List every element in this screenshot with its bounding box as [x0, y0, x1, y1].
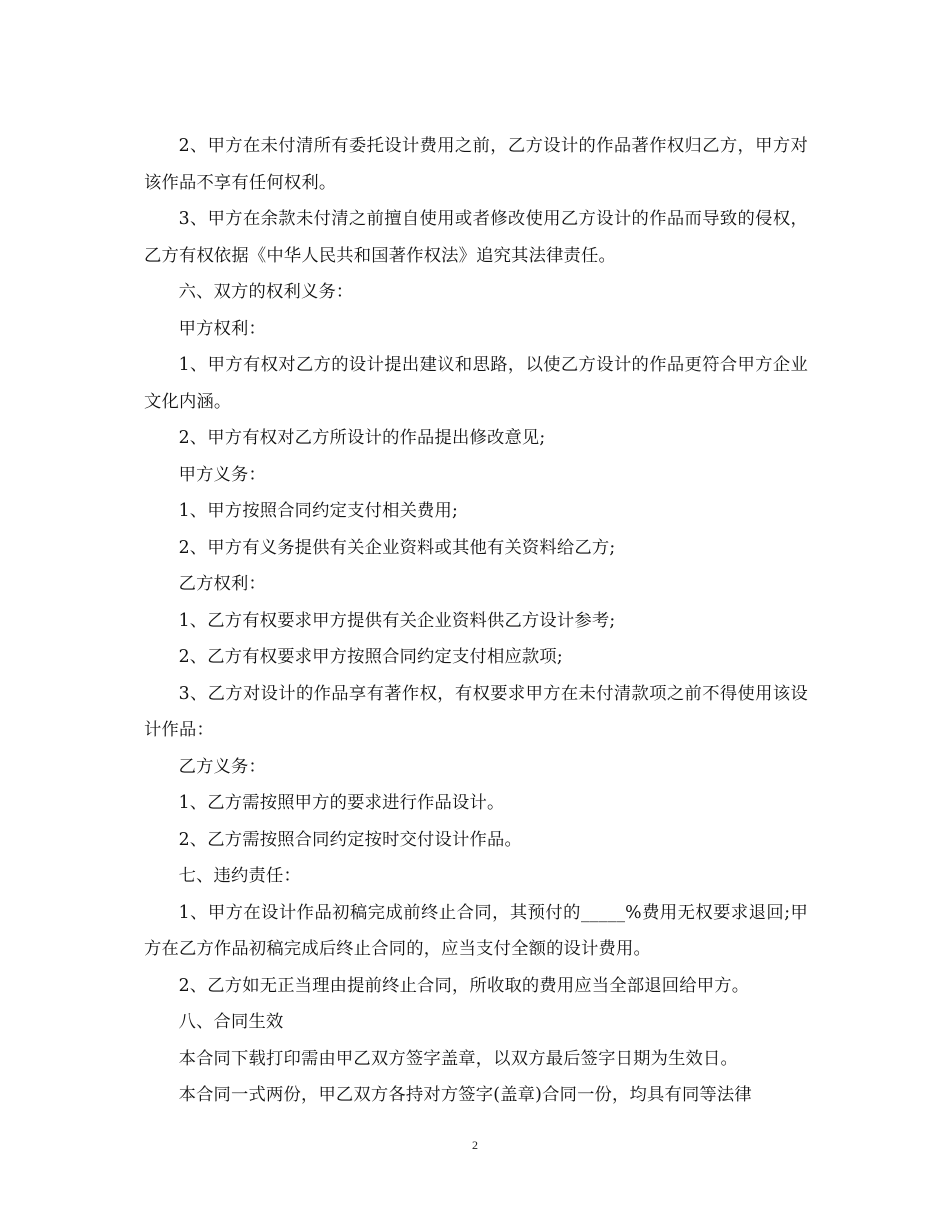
paragraph-effective-date: 本合同下载打印需由甲乙双方签字盖章，以双方最后签字日期为生效日。 — [178, 1048, 738, 1069]
document-body — [144, 128, 808, 1114]
subheading-party-a-rights: 甲方权利： — [178, 318, 267, 339]
paragraph-infringement-liability: 3、甲方在余款未付清之前擅自使用或者修改使用乙方设计的作品而导致的侵权，乙方有权依据《中华人民共和国著作权法》追究其法律责任。 — [144, 209, 808, 266]
page-number: 2 — [472, 1138, 478, 1152]
paragraph-party-b-right-2: 2、乙方有权要求甲方按照合同约定支付相应款项; — [178, 647, 563, 667]
paragraph-party-a-obligation-1: 1、甲方按照合同约定支付相关费用; — [178, 501, 459, 521]
section-heading-effectiveness: 八、合同生效 — [178, 1012, 284, 1032]
subheading-party-a-obligations: 甲方义务： — [178, 464, 267, 485]
paragraph-party-a-right-1: 1、甲方有权对乙方的设计提出建议和思路，以使乙方设计的作品更符合甲方企业文化内涵。 — [144, 355, 808, 412]
paragraph-party-b-right-3: 3、乙方对设计的作品享有著作权，有权要求甲方在未付清款项之前不得使用该设计作品： — [144, 683, 808, 740]
paragraph-party-b-obligation-2: 2、乙方需按照合同约定按时交付设计作品。 — [178, 829, 522, 850]
paragraph-breach-party-a: 1、甲方在设计作品初稿完成前终止合同，其预付的_____%费用无权要求退回;甲方在乙方作品初稿完成后终止合同的，应当支付全额的设计费用。 — [144, 902, 808, 959]
subheading-party-b-obligations: 乙方义务： — [178, 756, 267, 777]
paragraph-party-a-right-2: 2、甲方有权对乙方所设计的作品提出修改意见; — [178, 428, 546, 448]
paragraph-ownership-before-payment: 2、甲方在未付清所有委托设计费用之前，乙方设计的作品著作权归乙方，甲方对该作品不享有任何权利。 — [144, 136, 808, 193]
paragraph-party-a-obligation-2: 2、甲方有义务提供有关企业资料或其他有关资料给乙方; — [178, 537, 616, 558]
subheading-party-b-rights: 乙方权利： — [178, 574, 267, 594]
paragraph-breach-party-b: 2、乙方如无正当理由提前终止合同，所收取的费用应当全部退回给甲方。 — [178, 975, 750, 996]
paragraph-party-b-obligation-1: 1、乙方需按照甲方的要求进行作品设计。 — [178, 793, 505, 813]
paragraph-party-b-right-1: 1、乙方有权要求甲方提供有关企业资料供乙方设计参考; — [178, 610, 616, 631]
section-heading-rights-obligations: 六、双方的权利义务： — [178, 282, 354, 302]
section-heading-breach-liability: 七、违约责任： — [178, 866, 301, 886]
paragraph-copies: 本合同一式两份，甲乙双方各持对方签字(盖章)合同一份，均具有同等法律 — [178, 1085, 752, 1105]
